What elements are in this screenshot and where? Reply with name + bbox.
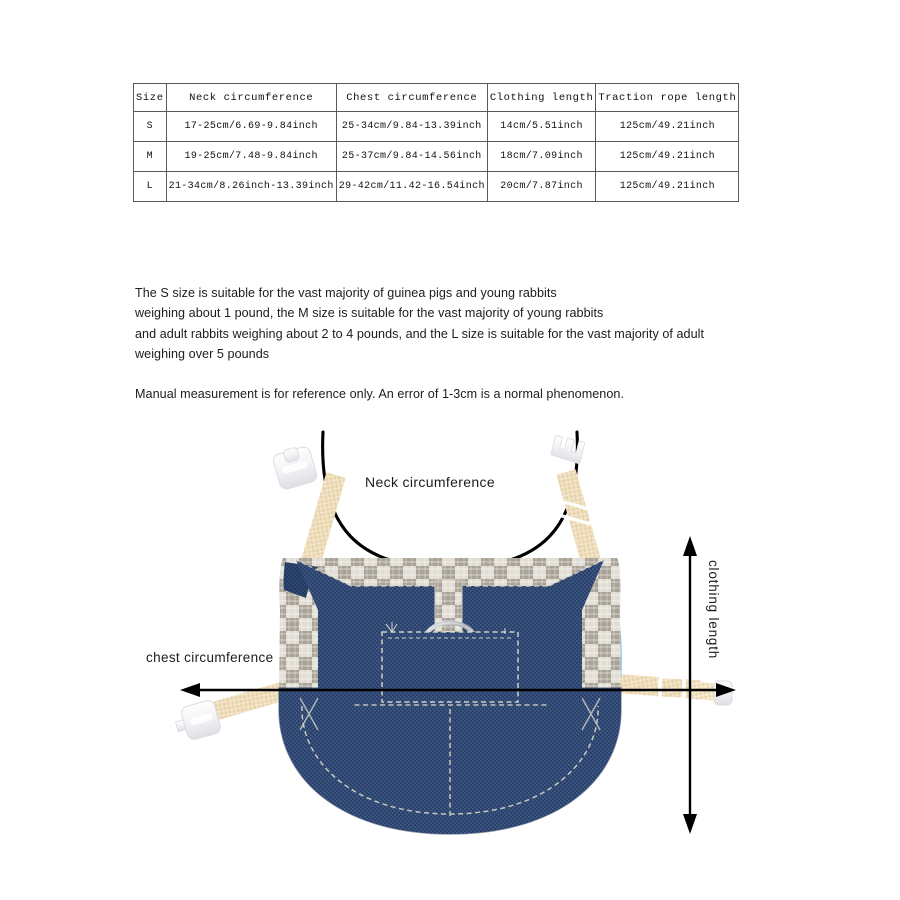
right-shoulder-buckle [550,435,584,464]
cell-neck: 21-34cm/8.26inch-13.39inch [166,172,336,202]
table-header [134,84,739,112]
cell-length: 14cm/5.51inch [487,112,596,142]
cell-rope: 125cm/49.21inch [596,172,739,202]
cell-neck: 17-25cm/6.69-9.84inch [166,112,336,142]
description-line-4: weighing over 5 pounds [135,346,270,361]
description-disclaimer: Manual measurement is for reference only. An error of 1-3cm is a normal phenomenon. [135,387,625,402]
table-body [134,112,739,202]
description-line-2: weighing about 1 pound, the M size is suitable for the vast majority of young rabbits [135,306,604,321]
col-header-rope: Traction rope length [596,84,739,112]
table-header-row [134,84,739,112]
size-description [135,283,835,404]
size-table [133,83,739,202]
clothing-length-label: clothing length [706,560,721,660]
neck-circumference-label: Neck circumference [365,474,496,490]
right-shoulder-strap [550,435,594,565]
cell-size [134,142,167,172]
col-header-neck: Neck circumference [166,84,336,112]
left-chest-buckle [172,699,222,743]
cell-rope: 125cm/49.21inch [596,112,739,142]
col-header-length: Clothing length [487,84,596,112]
table-row [134,142,739,172]
description-line-1: The S size is suitable for the vast majority of guinea pigs and young rabbits [135,286,557,300]
table-row [134,112,739,142]
col-header-chest: Chest circumference [336,84,487,112]
left-shoulder-strap [271,444,336,565]
cell-chest: 29-42cm/11.42-16.54inch [336,172,487,202]
neck-circumference-arc [323,432,578,568]
dring-loop-tab [435,580,462,638]
cell-size: L [134,172,167,202]
cell-chest: 25-37cm/9.84-14.56inch [336,142,487,172]
cell-neck: 19-25cm/7.48-9.84inch [166,142,336,172]
col-header-size: Size [134,84,167,112]
size-chart-table [133,83,737,202]
size-m-glyph: M [146,151,153,162]
front-pocket [382,632,518,702]
cell-length: 20cm/7.87inch [487,172,596,202]
left-shoulder-buckle [271,444,318,491]
chest-circumference-label: chest circumference [146,650,274,665]
description-line-3: and adult rabbits weighing about 2 to 4 pounds, and the L size is suitable for the vast majority of adult [135,326,705,341]
cell-rope: 125cm/49.21inch [596,142,739,172]
harness-body [270,558,630,850]
paragraph-spacer [135,364,835,384]
cell-chest: 25-34cm/9.84-13.39inch [336,112,487,142]
cell-length: 18cm/7.09inch [487,142,596,172]
cell-size: S [134,112,167,142]
table-row [134,172,739,202]
